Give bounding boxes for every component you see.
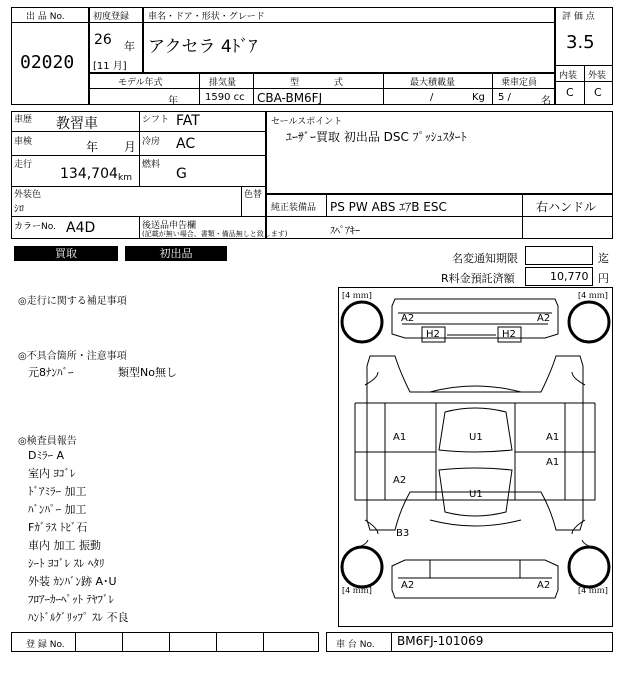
sales-point-label: セールスポイント bbox=[271, 117, 343, 127]
mark-headlight-right: H2 bbox=[502, 329, 516, 340]
model-type: CBA-BM6FJ bbox=[257, 91, 323, 105]
inspection-value: 年 月 bbox=[86, 140, 136, 154]
max-load-label: 最大積載量 bbox=[410, 78, 456, 88]
car-name: アクセラ 4ﾄﾞｱ bbox=[148, 37, 258, 57]
fuel-value: G bbox=[176, 166, 187, 182]
equipment-value: PS PW ABS ｴｱB ESC bbox=[330, 200, 447, 214]
evaluation-label: 評 価 点 bbox=[562, 12, 595, 22]
capacity-label: 乗車定員 bbox=[501, 78, 538, 88]
exterior-color-label: 外装色 bbox=[14, 190, 42, 200]
model-year-unit: 年 bbox=[168, 96, 178, 107]
rear-bumper bbox=[392, 560, 558, 598]
registration-year: 26 bbox=[94, 32, 112, 48]
recycle-fee-value: 10,770 bbox=[550, 270, 589, 283]
tire-depth-rear-right: [4 ｍｍ] bbox=[578, 586, 608, 595]
exterior-color-value: ｼﾛ bbox=[14, 204, 24, 215]
tire-depth-front-left: [4 ｍｍ] bbox=[342, 291, 372, 300]
color-no-value: A4D bbox=[66, 220, 96, 236]
chassis-number: BM6FJ-101069 bbox=[397, 634, 484, 648]
front-bumper bbox=[392, 299, 558, 338]
equipment-label: 純正装備品 bbox=[271, 203, 317, 213]
inspector-item: 室内 ﾖｺﾞﾚ bbox=[28, 467, 76, 480]
mileage-label: 走行 bbox=[14, 160, 33, 170]
steering-value: 右ハンドル bbox=[536, 200, 597, 214]
shift-label: シフト bbox=[142, 115, 170, 125]
history-label: 車歴 bbox=[14, 115, 33, 125]
evaluation-score: 3.5 bbox=[566, 32, 595, 53]
fuel-label: 燃料 bbox=[142, 160, 161, 170]
color-no-label: カラーNo. bbox=[14, 222, 56, 232]
inspector-item: ﾄﾞｱﾐﾗｰ 加工 bbox=[28, 485, 87, 498]
mark-roof-front: U1 bbox=[469, 432, 483, 443]
mileage-value: 134,704 bbox=[60, 166, 118, 182]
displacement: 1590 cc bbox=[205, 92, 245, 103]
aftermarket-note: (記載が無い場合、書類・備品無しと致します) bbox=[142, 230, 288, 238]
tire-front-right bbox=[569, 302, 609, 342]
tire-depth-front-right: [4 ｍｍ] bbox=[578, 291, 608, 300]
exterior-grade: C bbox=[594, 86, 602, 99]
inspection-label: 車検 bbox=[14, 137, 33, 147]
history-value: 教習車 bbox=[56, 116, 98, 132]
lot-number-label: 出 品 No. bbox=[26, 12, 65, 22]
interior-grade-label: 内装 bbox=[559, 71, 578, 81]
tag-first-listing: 初出品 bbox=[125, 246, 227, 261]
car-name-label: 車名・ドア・形状・グレード bbox=[148, 12, 265, 22]
mark-headlight-left: H2 bbox=[426, 329, 440, 340]
inspector-item: Fｶﾞﾗｽ ﾄﾋﾞ石 bbox=[28, 521, 88, 534]
model-type-label: 型 式 bbox=[290, 78, 359, 88]
color-change-label: 色替 bbox=[244, 190, 263, 200]
capacity: 5 / bbox=[498, 92, 511, 103]
inspector-item: ﾊﾝﾄﾞﾙｸﾞﾘｯﾌﾟ ｽﾚ 不良 bbox=[28, 611, 129, 624]
exterior-grade-label: 外装 bbox=[588, 71, 607, 81]
tire-rear-left bbox=[342, 547, 382, 587]
ac-label: 冷房 bbox=[142, 137, 161, 147]
mark-rear-bumper-left: A2 bbox=[401, 580, 415, 591]
mark-right-rear-door: A1 bbox=[546, 457, 560, 468]
mileage-unit: km bbox=[118, 173, 132, 183]
lot-number: 02020 bbox=[20, 52, 75, 73]
tire-depth-rear-left: [4 ｍｍ] bbox=[342, 586, 372, 595]
model-year-label: モデル年式 bbox=[118, 78, 163, 88]
ac-value: AC bbox=[176, 136, 196, 152]
capacity-unit: 名 bbox=[541, 96, 551, 107]
tag-buyout: 買取 bbox=[14, 246, 118, 261]
recycle-fee-unit: 円 bbox=[598, 272, 609, 285]
mark-rear-bumper-right: A2 bbox=[537, 580, 551, 591]
transfer-deadline-label: 名変通知期限 bbox=[452, 252, 518, 265]
inspector-item: ｼｰﾄ ﾖｺﾞﾚ ｽﾚ ﾍﾀﾘ bbox=[28, 557, 105, 570]
chassis-number-label: 車 台 No. bbox=[336, 640, 375, 650]
first-registration-label: 初度登録 bbox=[93, 12, 130, 22]
recycle-fee-label: R料金預託済額 bbox=[441, 272, 515, 285]
mark-front-bumper-right: A2 bbox=[537, 313, 551, 324]
inspector-report-title: ◎検査員報告 bbox=[18, 436, 77, 447]
max-load-unit: Kg bbox=[472, 92, 485, 103]
aftermarket-label: 後送品申告欄 bbox=[142, 221, 197, 231]
inspector-item: ﾊﾞﾝﾊﾟｰ 加工 bbox=[28, 503, 87, 516]
registration-number-label: 登 録 No. bbox=[26, 640, 65, 650]
defect-item: 元8ﾅﾝﾊﾞｰ bbox=[28, 366, 74, 379]
inspector-item: Dﾐﾗｰ A bbox=[28, 449, 64, 462]
mark-left-rear-door: A2 bbox=[393, 475, 407, 486]
interior-grade: C bbox=[566, 86, 574, 99]
mark-left-front-door: A1 bbox=[393, 432, 407, 443]
defect-notes-title: ◎不具合箇所・注意事項 bbox=[18, 351, 127, 362]
mark-right-front-door: A1 bbox=[546, 432, 560, 443]
driving-notes-title: ◎走行に関する補足事項 bbox=[18, 296, 127, 307]
max-load: / bbox=[430, 92, 434, 103]
defect-item: 類型No無し bbox=[118, 366, 177, 379]
tire-rear-right bbox=[569, 547, 609, 587]
inspector-item: 外装 ｶﾝﾊﾞﾝ跡 A･U bbox=[28, 575, 117, 588]
mark-roof-rear: U1 bbox=[469, 489, 483, 500]
registration-month: [11 月] bbox=[93, 61, 127, 72]
spare-key-value: ｽﾍﾟｱｷｰ bbox=[330, 226, 360, 237]
mark-front-bumper-left: A2 bbox=[401, 313, 415, 324]
transfer-deadline-unit: 迄 bbox=[598, 252, 609, 265]
inspector-item: 車内 加工 振動 bbox=[28, 539, 101, 552]
tire-front-left bbox=[342, 302, 382, 342]
sales-point-value: ﾕｰｻﾞｰ買取 初出品 DSC ﾌﾟｯｼｭｽﾀｰﾄ bbox=[286, 130, 467, 144]
inspector-item: ﾌﾛｱｰｶｰﾍﾟｯﾄ ﾃﾔﾌﾞﾚ bbox=[28, 593, 114, 606]
registration-year-unit: 年 bbox=[124, 40, 135, 53]
mark-left-rear-quarter: B3 bbox=[396, 528, 410, 539]
shift-value: FAT bbox=[176, 113, 200, 129]
displacement-label: 排気量 bbox=[209, 78, 237, 88]
